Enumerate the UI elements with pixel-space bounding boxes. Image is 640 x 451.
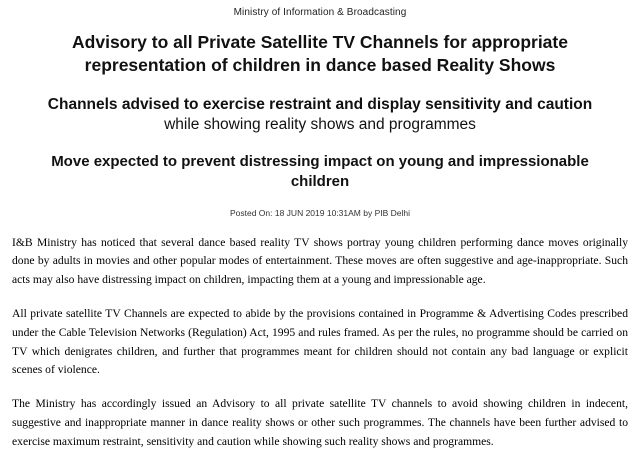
subheadline-primary-light: while showing reality shows and programmes (164, 116, 476, 134)
article-paragraph: All private satellite TV Channels are expected to abide by the provisions contained in Programme & Advertising Codes prescribed under the Cable Television Networks (Regulation) Act, 1995 and rules framed. As per the rules, no programme should be carried on TV which denigrates children, and further that programmes meant for children should not contain any bad language or explicit scenes of violence. (12, 306, 628, 377)
article-body (10, 234, 630, 451)
subheadline-primary-bold: Channels advised to exercise restraint and display sensitivity and caution (47, 95, 593, 113)
article-paragraph: The Ministry has accordingly issued an Advisory to all private satellite TV channels to avoid showing children in indecent, suggestive and inappropriate manner in dance reality shows or other such programmes. The channels have been further advised to exercise maximum restraint, sensitivity and caution while showing such reality shows and programmes. (12, 397, 628, 448)
subheadline-primary (10, 95, 630, 136)
press-release-page (0, 7, 640, 448)
page-title: Advisory to all Private Satellite TV Channels for appropriate representation of children in dance based Reality Shows (72, 32, 568, 76)
article-paragraph: I&B Ministry has noticed that several dance based reality TV shows portray young children performing dance moves originally done by adults in movies and other popular modes of entertainment. These moves are often suggestive and age-inappropriate. Such acts may also have distressing impact on children, impacting them at a young and impressionable age. (12, 235, 628, 287)
subheadline-secondary: Move expected to prevent distressing impact on young and impressionable children (51, 152, 589, 190)
posted-on: Posted On: 18 JUN 2019 10:31AM by PIB Delhi (229, 207, 410, 218)
ministry-name: Ministry of Information & Broadcasting (233, 7, 407, 18)
